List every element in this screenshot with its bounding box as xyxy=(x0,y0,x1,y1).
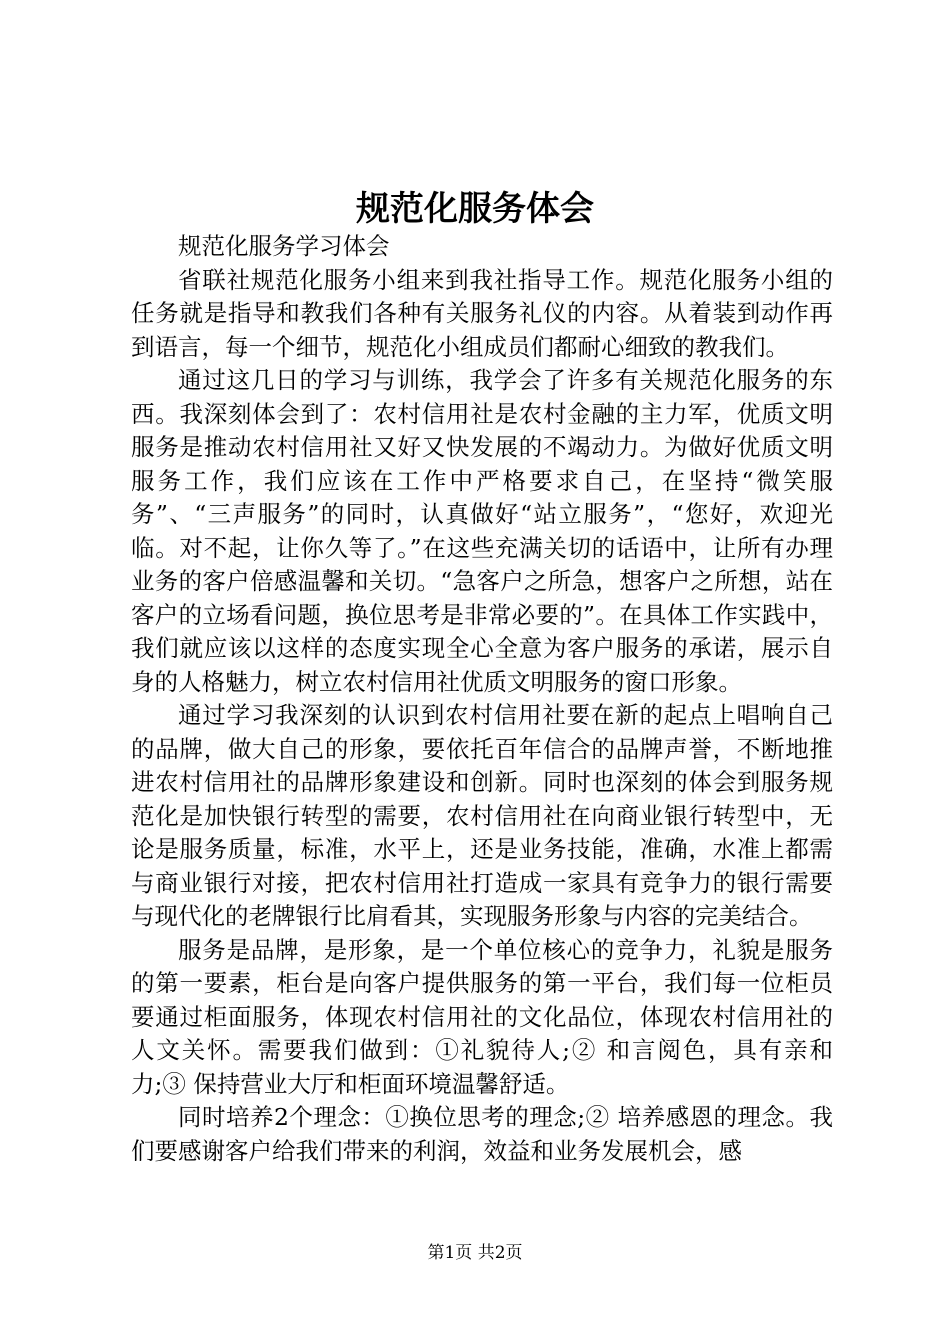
body-paragraph: 服务是品牌，是形象，是一个单位核心的竞争力，礼貌是服务的第一要素，柜台是向客户提供服务的第一平台，我们每一位柜员要通过柜面服务，体现农村信用社的文化品位，体现农村信用社的人文关怀。需要我们做到：①礼貌待人;② 和言阅色，具有亲和力;③ 保持营业大厅和柜面环境温馨舒适。 xyxy=(131,935,833,1098)
document-body xyxy=(131,230,833,1168)
body-paragraph: 同时培养2个理念：①换位思考的理念;② 培养感恩的理念。我们要感谢客户给我们带来的利润，效益和业务发展机会，感 xyxy=(131,1103,833,1165)
body-paragraph: 省联社规范化服务小组来到我社指导工作。规范化服务小组的任务就是指导和教我们各种有关服务礼仪的内容。从着装到动作再到语言，每一个细节，规范化小组成员们都耐心细致的教我们。 xyxy=(131,265,833,361)
subtitle-paragraph: 规范化服务学习体会 xyxy=(178,232,390,260)
body-paragraph: 通过这几日的学习与训练，我学会了许多有关规范化服务的东西。我深刻体会到了：农村信用社是农村金融的主力军，优质文明服务是推动农村信用社又好又快发展的不竭动力。为做好优质文明服务工作，我们应该在工作中严格要求自己，在坚持“微笑服务”、“三声服务”的同时，认真做好“站立服务”，“您好，欢迎光临。对不起，让你久等了。”在这些充满关切的话语中，让所有办理业务的客户倍感温馨和关切。“急客户之所急，想客户之所想，站在客户的立场看问题，换位思考是非常必要的”。在具体工作实践中，我们就应该以这样的态度实现全心全意为客户服务的承诺，展示自身的人格魅力，树立农村信用社优质文明服务的窗口形象。 xyxy=(131,366,833,696)
page-number-footer: 第1页 共2页 xyxy=(427,1243,523,1263)
document-title: 规范化服务体会 xyxy=(356,189,594,229)
body-paragraph: 通过学习我深刻的认识到农村信用社要在新的起点上唱响自己的品牌，做大自己的形象，要依托百年信合的品牌声誉，不断地推进农村信用社的品牌形象建设和创新。同时也深刻的体会到服务规范化是加快银行转型的需要，农村信用社在向商业银行转型中，无论是服务质量，标准，水平上，还是业务技能，准确，水准上都需与商业银行对接，把农村信用社打造成一家具有竞争力的银行需要与现代化的老牌银行比肩看其，实现服务形象与内容的完美结合。 xyxy=(131,701,833,930)
